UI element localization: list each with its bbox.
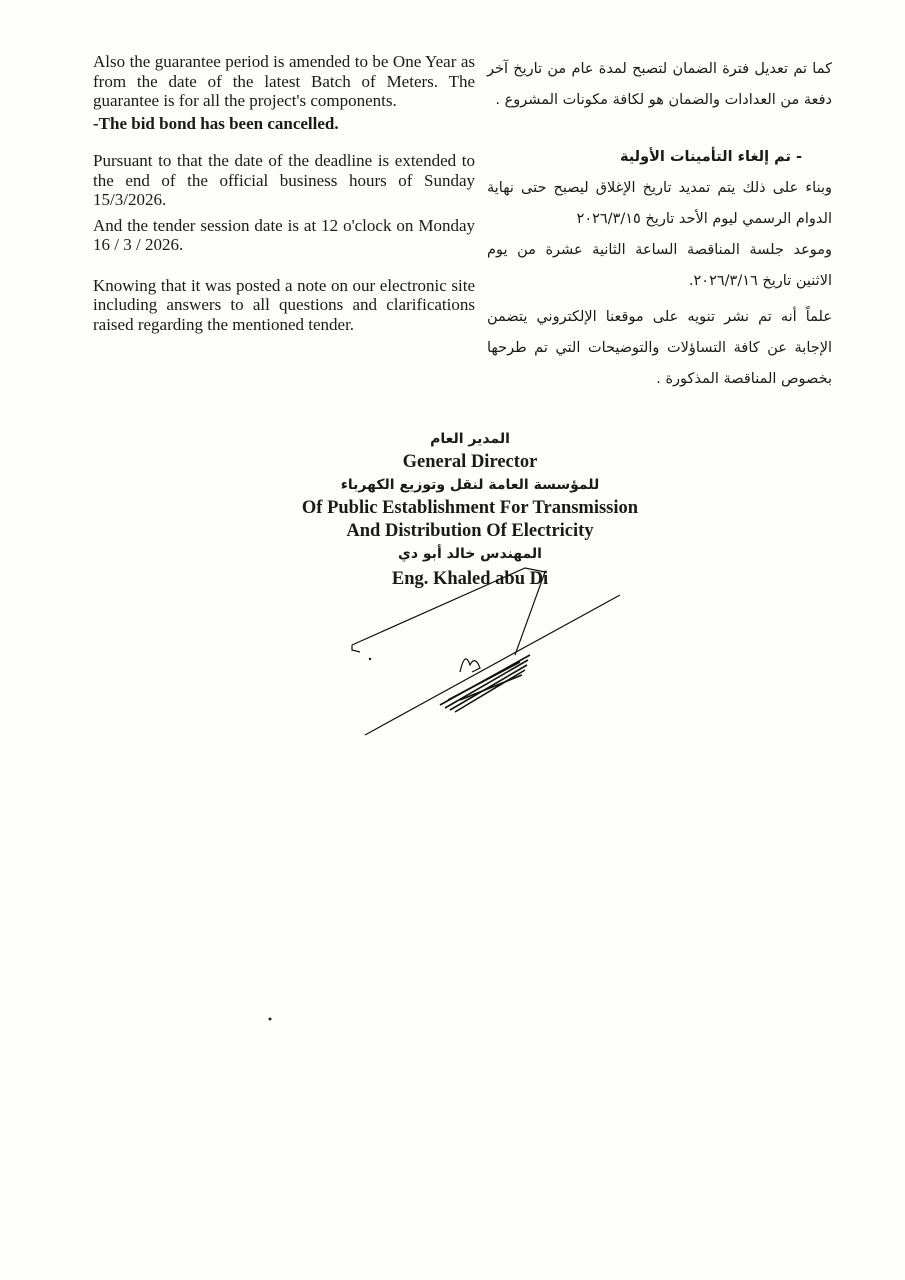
en-bid-bond-line: -The bid bond has been cancelled.: [93, 113, 339, 133]
ar-deadline-paragraph: وبناء على ذلك يتم تمديد تاريخ الإغلاق ليصبح حتى نهاية الدوام الرسمي ليوم الأحد تاريخ ٢٠٢٦/٣/١٥: [487, 180, 832, 227]
ar-session-paragraph: وموعد جلسة المناقصة الساعة الثانية عشرة من يوم الاثنين تاريخ ٢٠٢٦/٣/١٦.: [487, 242, 832, 289]
name-en: Eng. Khaled abu Di: [391, 569, 549, 589]
org-en-2: And Distribution Of Electricity: [346, 521, 594, 541]
title-ar: المدير العام: [430, 431, 510, 447]
name-ar: المهندس خالد أبو دي: [398, 546, 542, 562]
ar-bid-bond-line: - تم إلغاء التأمينات الأولية: [619, 149, 802, 165]
ar-note-paragraph: علماً أنه تم نشر تنويه على موقعنا الإلكتروني يتضمن الإجابة عن كافة التساؤلات والتوضيحات التي تم طرحها بخصوص المناقصة المذكورة .: [487, 309, 832, 387]
en-deadline-paragraph: Pursuant to that the date of the deadline is extended to the end of the official business hours of Sunday 15/3/2026.: [93, 151, 475, 209]
org-ar: للمؤسسة العامة لنقل وتوزيع الكهرباء: [340, 477, 600, 493]
title-en: General Director: [402, 452, 538, 472]
ar-guarantee-paragraph: كما تم تعديل فترة الضمان لتصبح لمدة عام من تاريخ آخر دفعة من العدادات والضمان هو لكافة مكونات المشروع .: [487, 61, 832, 108]
en-note-paragraph: Knowing that it was posted a note on our electronic site including answers to all questions and clarifications raised regarding the mentioned tender.: [93, 275, 475, 334]
org-en-1: Of Public Establishment For Transmission: [301, 498, 639, 518]
en-session-paragraph: And the tender session date is at 12 o'clock on Monday 16 / 3 / 2026.: [93, 215, 475, 254]
en-guarantee-paragraph: Also the guarantee period is amended to be One Year as from the date of the latest Batch of Meters. The guarantee is for all the project's components.: [93, 52, 475, 110]
